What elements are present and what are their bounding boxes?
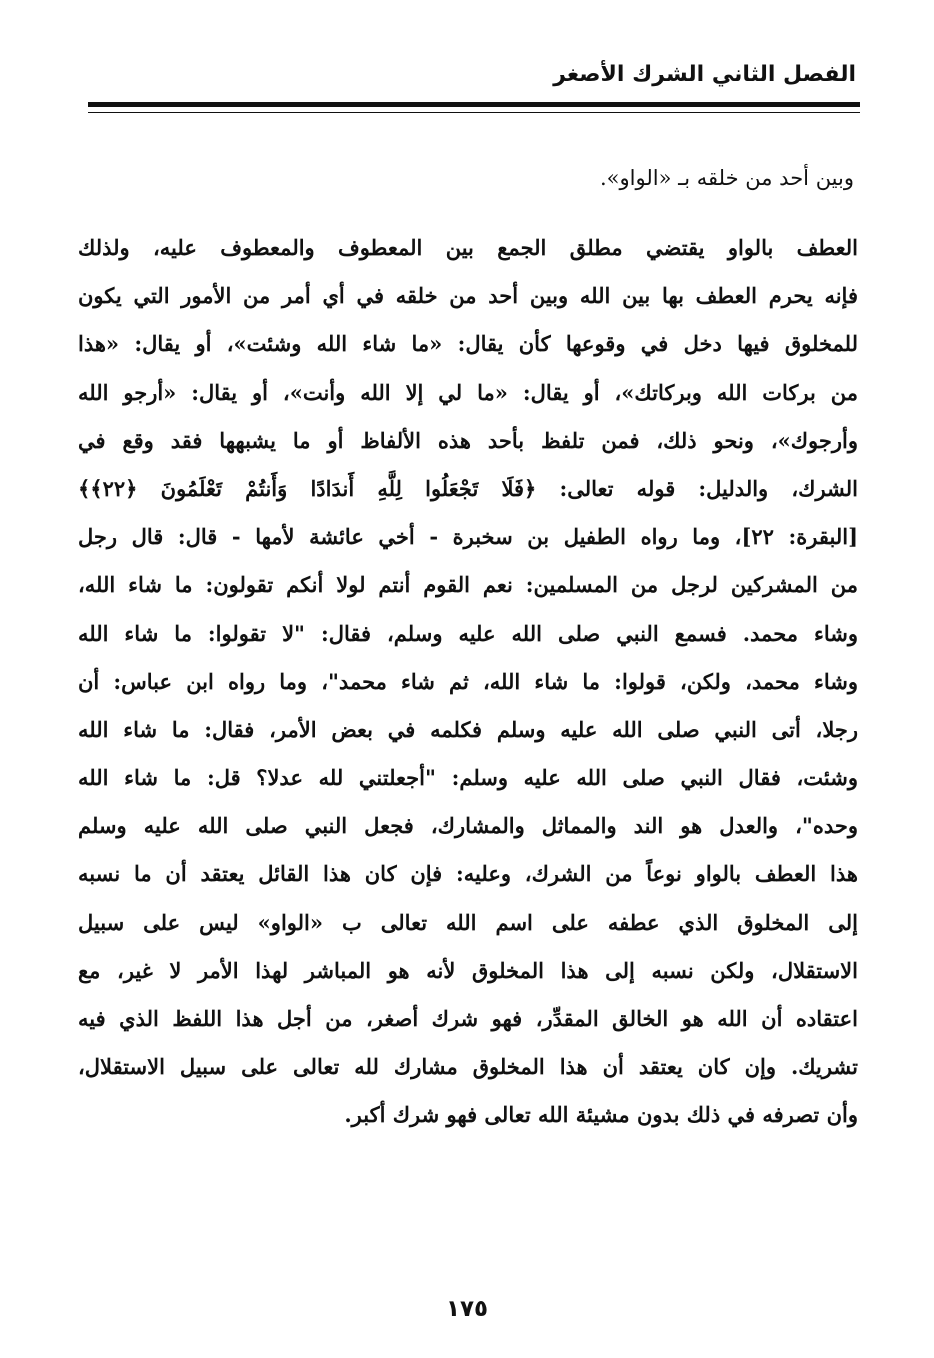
paragraph-line: الشرك، والدليل: قوله تعالى: ﴿فَلَا تَجْعَلُوا لِلَّهِ أَندَادًا وَأَنتُمْ تَعْلَمُونَ ﴿٢٢﴾﴾ — [78, 475, 858, 501]
page-number: ١٧٥ — [445, 1296, 489, 1322]
paragraph-line: تشريك. وإن كان يعتقد أن هذا المخلوق مشارك لله تعالى على سبيل الاستقلال، — [78, 1054, 858, 1080]
paragraph-line: من المشركين لرجل من المسلمين: نعم القوم أنتم لولا أنكم تقولون: ما شاء الله، — [78, 572, 858, 598]
paragraph-line: للمخلوق فيها دخل في وقوعها كأن يقال: «ما شاء الله وشئت»، أو يقال: «هذا — [78, 331, 858, 357]
main-paragraph — [78, 224, 858, 1140]
paragraph-line: اعتقاده أن الله هو الخالق المقدِّر، فهو شرك أصغر، من أجل هذا اللفظ الذي فيه — [78, 1006, 858, 1031]
running-header-title: الفصل الثاني الشرك الأصغر — [553, 62, 856, 87]
paragraph-line: من بركات الله وبركاتك»، أو يقال: «ما لي إلا الله وأنت»، أو يقال: «أرجو الله — [78, 379, 858, 405]
paragraph-line: رجلا، أتى النبي صلى الله عليه وسلم فكلمه في بعض الأمر، فقال: ما شاء الله — [78, 716, 858, 742]
paragraph-line: وشاء محمد، ولكن، قولوا: ما شاء الله، ثم شاء محمد"، وما رواه ابن عباس: أن — [78, 668, 858, 694]
header-rule-thin — [88, 112, 860, 113]
paragraph-line: وأن تصرفه في ذلك بدون مشيئة الله تعالى فهو شرك أكبر. — [344, 1102, 858, 1128]
paragraph-line: فإنه يحرم العطف بها بين الله وبين أحد من خلقه في أي أمر من الأمور التي يكون — [78, 283, 858, 309]
paragraph-line: وشاء محمد. فسمع النبي صلى الله عليه وسلم، فقال: "لا تقولوا: ما شاء الله — [78, 620, 858, 646]
paragraph-line: الاستقلال، ولكن نسبه إلى هذا المخلوق لأنه هو المباشر لهذا الأمر لا غير، مع — [78, 957, 858, 983]
paragraph-line: وشئت، فقال النبي صلى الله عليه وسلم: "أجعلتني لله عدلا؟ قل: ما شاء الله — [78, 765, 858, 791]
paragraph-line: إلى المخلوق الذي عطفه على اسم الله تعالى ب «الواو» ليس على سبيل — [78, 909, 858, 935]
paragraph-line: العطف بالواو يقتضي مطلق الجمع بين المعطوف والمعطوف عليه، ولذلك — [78, 235, 858, 260]
paragraph-line: وحده"، والعدل هو الند والمماثل والمشارك، فجعل النبي صلى الله عليه وسلم — [78, 813, 858, 839]
paragraph-line: هذا العطف بالواو نوعاً من الشرك، وعليه: فإن كان هذا القائل يعتقد أن ما نسبه — [78, 861, 858, 887]
paragraph-line: [البقرة: ٢٢]، وما رواه الطفيل بن سخبرة - أخي عائشة لأمها - قال: قال رجل — [78, 524, 859, 550]
paragraph-line: وأرجوك»، ونحو ذلك، فمن تلفظ بأحد هذه الألفاظ أو ما يشبهها فقد وقع في — [78, 427, 858, 453]
header-rule-thick — [88, 102, 860, 107]
continuation-line: وبين أحد من خلقه بـ «الواو». — [600, 166, 854, 190]
